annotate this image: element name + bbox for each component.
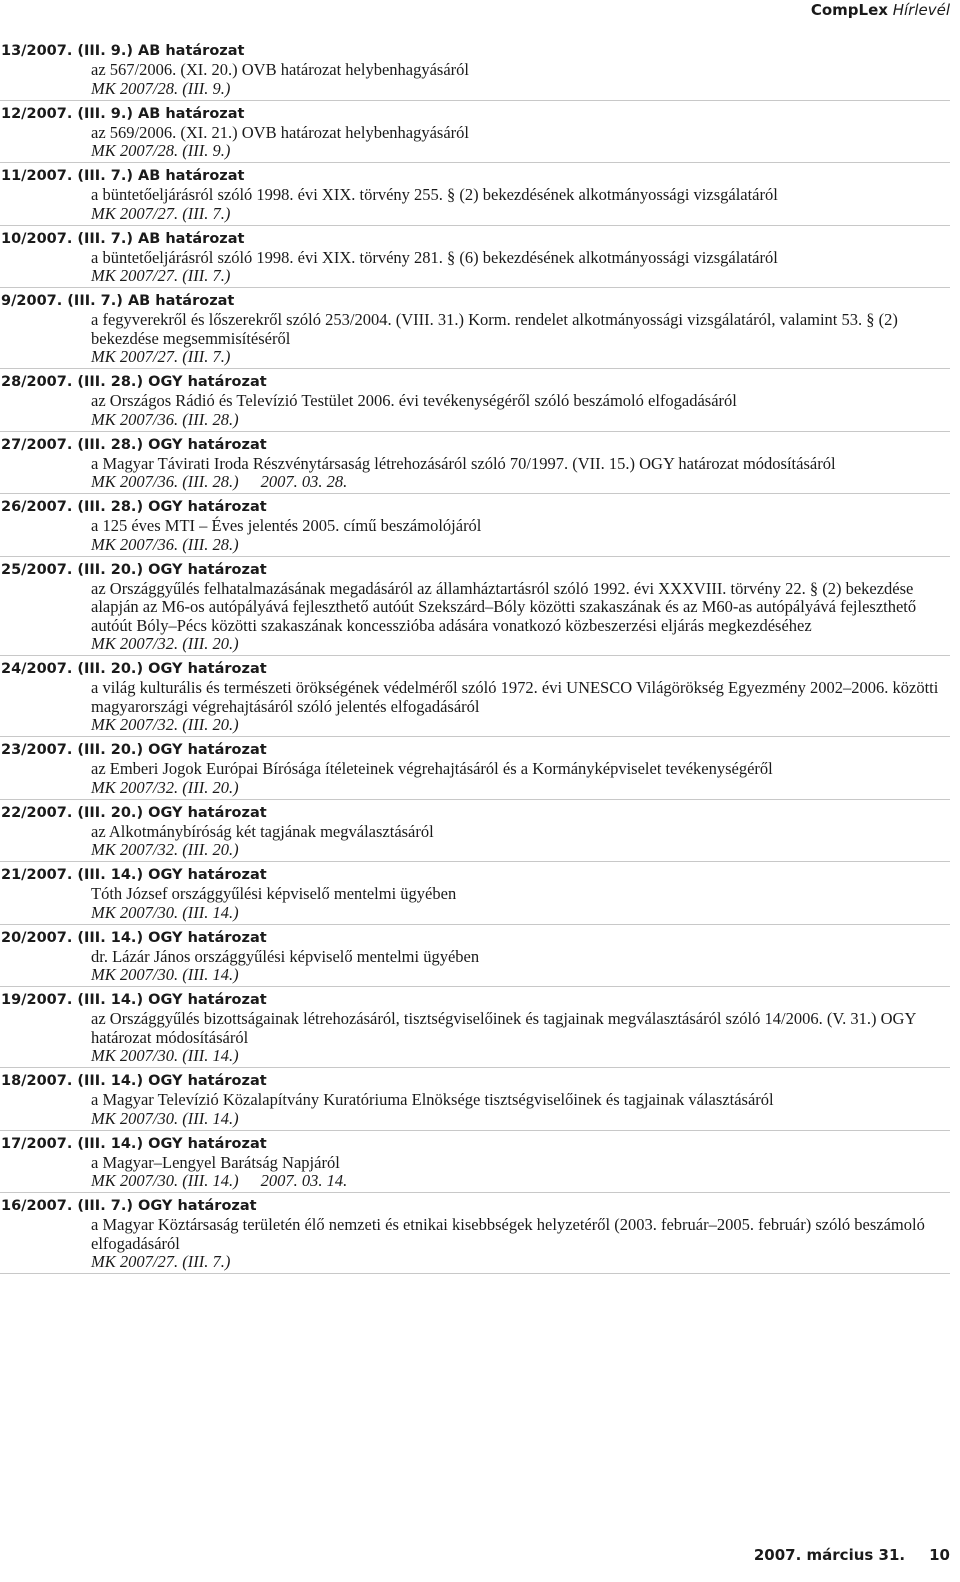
gazette-reference-line	[0, 411, 950, 429]
resolution-entry	[0, 1071, 950, 1131]
resolution-title: 27/2007. (III. 28.) OGY határozat	[1, 436, 267, 453]
resolution-title: 26/2007. (III. 28.) OGY határozat	[1, 499, 267, 515]
resolution-subject: az 567/2006. (XI. 20.) OVB határozat helybenhagyásáról	[91, 60, 470, 79]
gazette-reference: MK 2007/32. (III. 20.)	[91, 634, 239, 653]
resolution-entry	[0, 1134, 950, 1194]
resolution-list	[0, 41, 950, 1277]
resolution-subject: az Országos Rádió és Televízió Testület 2006. évi tevékenységéről szóló beszámoló elfogadásáról	[91, 391, 737, 410]
resolution-subject: a Magyar Távirati Iroda Részvénytársaság létrehozásáról szóló 70/1997. (VII. 15.) OGY határozat módosításáról	[91, 453, 836, 473]
gazette-reference-line	[0, 904, 950, 922]
gazette-reference: MK 2007/30. (III. 14.)	[91, 965, 239, 984]
gazette-reference: MK 2007/28. (III. 9.)	[91, 141, 231, 160]
resolution-title: 10/2007. (III. 7.) AB határozat	[1, 230, 245, 247]
resolution-title: 22/2007. (III. 20.) OGY határozat	[1, 804, 267, 821]
resolution-subject: dr. Lázár János országgyűlési képviselő mentelmi ügyében	[91, 946, 480, 966]
gazette-reference: MK 2007/28. (III. 9.)	[91, 78, 231, 98]
gazette-reference-line	[0, 1253, 950, 1271]
resolution-subject: az Országgyűlés bizottságainak létrehozásáról, tisztségviselőinek és tagjainak megválasztásáról szóló 14/2006. (V. 31.) OGY határozat módosításáról	[91, 1009, 916, 1047]
resolution-subject: a fegyverekről és lőszerekről szóló 253/2004. (VIII. 31.) Korm. rendelet alkotmányossági vizsgálatáról, valamint 53. § (2) bekezdése megsemmisítéséről	[91, 310, 898, 348]
gazette-reference-line	[0, 348, 950, 366]
resolution-subject: a világ kulturális és természeti örökségének védelméről szóló 1972. évi UNESCO Világörökség Egyezmény 2002–2006. közötti magyarországi végrehajtásáról szóló jelentés elfogadásáról	[91, 678, 939, 716]
page-header	[811, 1, 950, 19]
resolution-entry	[0, 104, 950, 164]
resolution-entry	[0, 291, 950, 369]
resolution-entry	[0, 372, 950, 432]
gazette-reference-line	[0, 536, 950, 554]
resolution-entry	[0, 166, 950, 226]
page-footer	[754, 1546, 950, 1564]
resolution-title: 17/2007. (III. 14.) OGY határozat	[1, 1135, 267, 1152]
gazette-reference: MK 2007/27. (III. 7.)	[91, 347, 231, 366]
gazette-reference-line	[0, 716, 950, 734]
gazette-reference: MK 2007/32. (III. 20.)	[91, 715, 239, 734]
issue-date: 2007. március 31.	[753, 1546, 906, 1564]
resolution-title: 12/2007. (III. 9.) AB határozat	[1, 105, 245, 122]
resolution-entry	[0, 865, 950, 925]
resolution-title: 24/2007. (III. 20.) OGY határozat	[1, 661, 267, 677]
gazette-reference: MK 2007/27. (III. 7.)	[91, 1252, 231, 1271]
resolution-title: 21/2007. (III. 14.) OGY határozat	[1, 867, 267, 883]
gazette-reference-line	[0, 635, 950, 653]
resolution-entry	[0, 740, 950, 800]
effective-date: 2007. 03. 14.	[260, 1171, 348, 1190]
gazette-reference-line	[0, 841, 950, 859]
gazette-reference-line	[0, 80, 950, 98]
resolution-title: 28/2007. (III. 28.) OGY határozat	[1, 374, 267, 390]
resolution-entry	[0, 659, 950, 737]
resolution-entry	[0, 497, 950, 557]
gazette-reference: MK 2007/32. (III. 20.)	[91, 777, 239, 797]
resolution-subject: a büntetőeljárásról szóló 1998. évi XIX. törvény 255. § (2) bekezdésének alkotmányossági vizsgálatáról	[91, 185, 778, 204]
resolution-title: 25/2007. (III. 20.) OGY határozat	[1, 561, 267, 578]
resolution-entry	[0, 928, 950, 988]
gazette-reference-line	[0, 473, 950, 491]
resolution-title: 11/2007. (III. 7.) AB határozat	[1, 168, 245, 184]
gazette-reference-line	[0, 1047, 950, 1065]
resolution-entry	[0, 229, 950, 289]
resolution-subject: a 125 éves MTI – Éves jelentés 2005. című beszámolójáról	[91, 516, 482, 535]
gazette-reference: MK 2007/32. (III. 20.)	[91, 840, 239, 859]
resolution-subject: az 569/2006. (XI. 21.) OVB határozat helybenhagyásáról	[91, 122, 470, 142]
gazette-reference: MK 2007/27. (III. 7.)	[91, 266, 231, 285]
effective-date: 2007. 03. 28.	[260, 472, 348, 491]
gazette-reference-line	[0, 1172, 950, 1190]
gazette-reference: MK 2007/27. (III. 7.)	[91, 203, 231, 223]
resolution-subject: a Magyar–Lengyel Barátság Napjáról	[91, 1152, 340, 1172]
gazette-reference-line	[0, 205, 950, 223]
gazette-reference-line	[0, 267, 950, 285]
gazette-reference: MK 2007/36. (III. 28.)	[91, 534, 239, 554]
gazette-reference: MK 2007/36. (III. 28.)	[91, 472, 239, 491]
resolution-entry	[0, 803, 950, 863]
newsletter-brand: CompLex	[810, 1, 888, 19]
resolution-subject: Tóth József országgyűlési képviselő mentelmi ügyében	[91, 884, 457, 903]
resolution-subject: a Magyar Televízió Közalapítvány Kuratóriuma Elnöksége tisztségviselőinek és tagjainak választásáról	[91, 1090, 774, 1109]
resolution-title: 18/2007. (III. 14.) OGY határozat	[1, 1073, 267, 1089]
gazette-reference: MK 2007/30. (III. 14.)	[91, 1171, 239, 1190]
gazette-reference-line	[0, 779, 950, 797]
resolution-entry	[0, 990, 950, 1068]
gazette-reference-line	[0, 142, 950, 160]
gazette-reference: MK 2007/30. (III. 14.)	[91, 1108, 239, 1128]
gazette-reference-line	[0, 1110, 950, 1128]
resolution-entry	[0, 41, 950, 101]
gazette-reference-line	[0, 966, 950, 984]
page-number: 10	[929, 1546, 950, 1564]
resolution-subject: az Alkotmánybíróság két tagjának megválasztásáról	[91, 821, 434, 841]
resolution-title: 20/2007. (III. 14.) OGY határozat	[1, 929, 267, 946]
gazette-reference: MK 2007/30. (III. 14.)	[91, 902, 239, 922]
resolution-subject: az Emberi Jogok Európai Bírósága ítéleteinek végrehajtásáról és a Kormányképviselet tevékenységéről	[91, 759, 773, 778]
resolution-subject: a büntetőeljárásról szóló 1998. évi XIX. törvény 281. § (6) bekezdésének alkotmányossági vizsgálatáról	[91, 247, 778, 267]
resolution-subject: az Országgyűlés felhatalmazásának megadásáról az államháztartásról szóló 1992. évi XXXVIII. törvény 22. § (2) bekezdése alapján az M6-os autópályává fejleszthető autóút Szekszárd–Bóly közötti szakaszának és az M60-as autópályává fejleszthető autóút Bóly–Pécs közötti szakaszának koncesszióba adására vonatkozó közbeszerzési eljárás megkezdéséhez	[91, 578, 917, 635]
gazette-reference: MK 2007/30. (III. 14.)	[91, 1046, 239, 1065]
resolution-title: 13/2007. (III. 9.) AB határozat	[1, 43, 245, 59]
gazette-reference: MK 2007/36. (III. 28.)	[91, 409, 239, 429]
resolution-title: 19/2007. (III. 14.) OGY határozat	[1, 992, 267, 1008]
resolution-title: 9/2007. (III. 7.) AB határozat	[1, 293, 235, 309]
resolution-entry	[0, 560, 950, 657]
resolution-entry	[0, 435, 950, 495]
newsletter-subtitle: Hírlevél	[892, 1, 950, 19]
resolution-subject: a Magyar Köztársaság területén élő nemzeti és etnikai kisebbségek helyzetéről (2003. február–2005. február) szóló beszámoló elfogadásáról	[91, 1215, 925, 1253]
resolution-title: 23/2007. (III. 20.) OGY határozat	[1, 742, 267, 758]
resolution-entry	[0, 1196, 950, 1274]
resolution-title: 16/2007. (III. 7.) OGY határozat	[1, 1198, 257, 1214]
